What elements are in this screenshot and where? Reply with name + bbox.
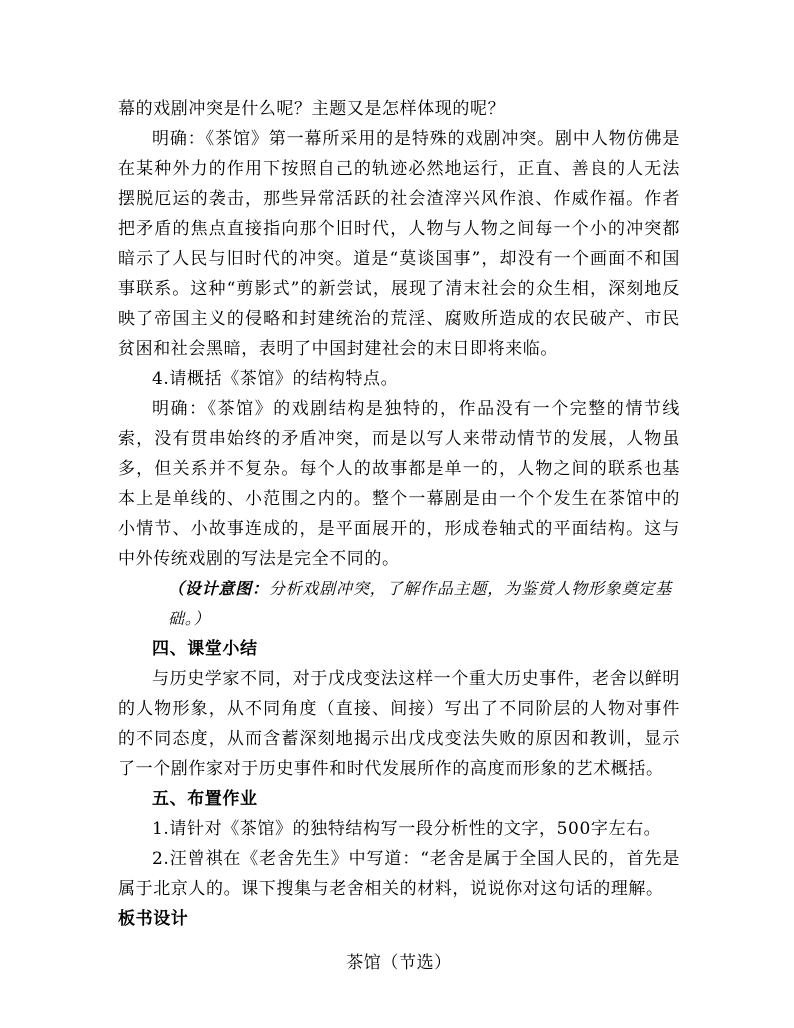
paragraph-summary: 与历史学家不同，对于戊戌变法这样一个重大历史事件，老舍以鲜明的人物形象，从不同角度（直接、间接）写出了不同阶层的人物对事件的不同态度，从而含蓄深刻地揭示出戊戌变法失败的原因和教训，显示了一个剧作家对于历史事件和时代发展所作的高度而形象的艺术概括。 — [118, 669, 680, 779]
paragraph-answer-1: 明确：《茶馆》第一幕所采用的是特殊的戏剧冲突。剧中人物仿佛是在某种外力的作用下按照自己的轨迹必然地运行，正直、善良的人无法摆脱厄运的袭击，那些异常活跃的社会渣滓兴风作浪、作威作福。作者把矛盾的焦点直接指向那个旧时代，人物与人物之间每一个小的冲突都暗示了人民与旧时代的冲突。道是“莫谈国事”，却没有一个画面不和国事联系。这种“剪影式”的新尝试，展现了清末社会的众生相，深刻地反映了帝国主义的侵略和封建统治的荒淫、腐败所造成的农民破产、市民贫困和社会黑暗，表明了中国封建社会的末日即将来临。 — [118, 129, 680, 359]
design-intent-note — [118, 574, 680, 634]
paragraph-intro: 幕的戏剧冲突是什么呢？主题又是怎样体现的呢？ — [118, 99, 506, 119]
homework-item-1: 1.请针对《茶馆》的独特结构写一段分析性的文字，500字左右。 — [152, 819, 662, 839]
section-heading-summary: 四、课堂小结 — [152, 639, 258, 659]
document-body — [118, 94, 680, 978]
question-4: 4.请概括《茶馆》的结构特点。 — [152, 369, 399, 389]
board-design-heading: 板书设计 — [118, 909, 189, 929]
homework-item-2: 2.汪曾祺在《老舍先生》中写道：“老舍是属于全国人民的，首先是属于北京人的。课下搜集与老舍相关的材料，说说你对这句话的理解。 — [118, 849, 680, 899]
design-intent-label: （设计意图： — [168, 579, 269, 598]
section-heading-homework: 五、布置作业 — [152, 789, 258, 809]
board-design-title: 茶馆（节选） — [346, 953, 452, 973]
design-intent-text: 分析戏剧冲突，了解作品主题，为鉴赏人物形象奠定基础。） — [168, 579, 673, 628]
paragraph-answer-2: 明确：《茶馆》的戏剧结构是独特的，作品没有一个完整的情节线索，没有贯串始终的矛盾冲突，而是以写人来带动情节的发展，人物虽多，但关系并不复杂。每个人的故事都是单一的，人物之间的联系也基本上是单线的、小范围之内的。整个一幕剧是由一个个发生在茶馆中的小情节、小故事连成的，是平面展开的，形成卷轴式的平面结构。这与中外传统戏剧的写法是完全不同的。 — [118, 399, 680, 569]
